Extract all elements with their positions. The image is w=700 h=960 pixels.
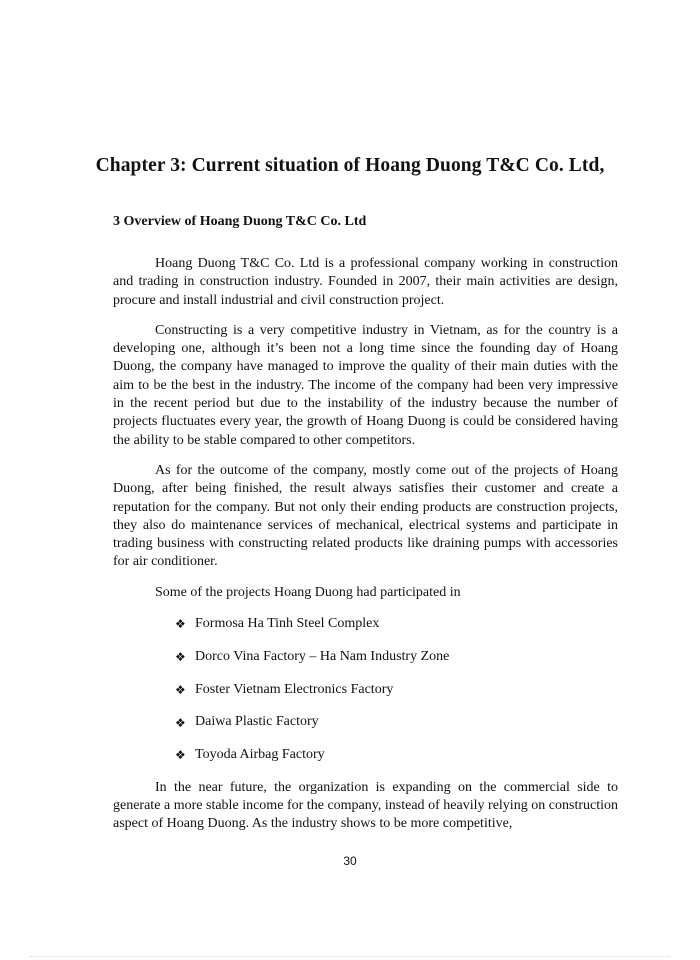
page-edge-divider — [30, 956, 670, 957]
list-item — [175, 648, 618, 666]
paragraph-industry-competition: Constructing is a very competitive industry in Vietnam, as for the country is a developing one, although it’s been not a long time since the founding day of Hoang Duong, the company have managed to improve the quality of their main duties with the aim to be the best in the industry. The income of the company had been very impressive in the recent period but due to the instability of the industry because the number of projects fluctuates every year, the growth of Hoang Duong is could be considered having the ability to be stable compared to other competitors. — [113, 322, 618, 448]
projects-intro: Some of the projects Hoang Duong had participated in — [155, 584, 461, 600]
project-name: Daiwa Plastic Factory — [195, 714, 319, 730]
diamond-bullet-icon: ❖ — [175, 748, 186, 763]
projects-list — [175, 615, 618, 764]
paragraph-future-plans: In the near future, the organization is expanding on the commercial side to generate a more stable income for the company, instead of heavily relying on construction aspect of Hoang Duong. As the industry shows to be more competitive, — [113, 779, 618, 832]
project-name: Toyoda Airbag Factory — [195, 747, 325, 763]
diamond-bullet-icon: ❖ — [175, 649, 186, 664]
project-name: Dorco Vina Factory – Ha Nam Industry Zone — [195, 648, 450, 664]
list-item — [175, 615, 618, 633]
project-name: Foster Vietnam Electronics Factory — [195, 681, 394, 697]
diamond-bullet-icon: ❖ — [175, 617, 186, 632]
list-item — [175, 746, 618, 764]
chapter-title: Chapter 3: Current situation of Hoang Duong T&C Co. Ltd, — [95, 155, 605, 176]
list-item — [175, 713, 618, 731]
diamond-bullet-icon: ❖ — [175, 682, 186, 697]
section-heading: 3 Overview of Hoang Duong T&C Co. Ltd — [113, 214, 367, 229]
list-item — [175, 681, 618, 699]
project-name: Formosa Ha Tinh Steel Complex — [195, 616, 380, 632]
document-body — [113, 255, 618, 845]
paragraph-company-intro: Hoang Duong T&C Co. Ltd is a professional company working in construction and trading in construction industry. Founded in 2007, their main activities are design, procure and install industrial and civil construction project. — [113, 256, 618, 308]
page-number: 30 — [343, 854, 357, 868]
diamond-bullet-icon: ❖ — [175, 715, 186, 730]
paragraph-company-outcome: As for the outcome of the company, mostly come out of the projects of Hoang Duong, after being finished, the result always satisfies their customer and create a reputation for the company. But not only their ending products are construction projects, they also do maintenance services of mechanical, electrical systems and participate in trading business with constructing related products like draining pumps with accessories for air conditioner. — [113, 462, 618, 570]
